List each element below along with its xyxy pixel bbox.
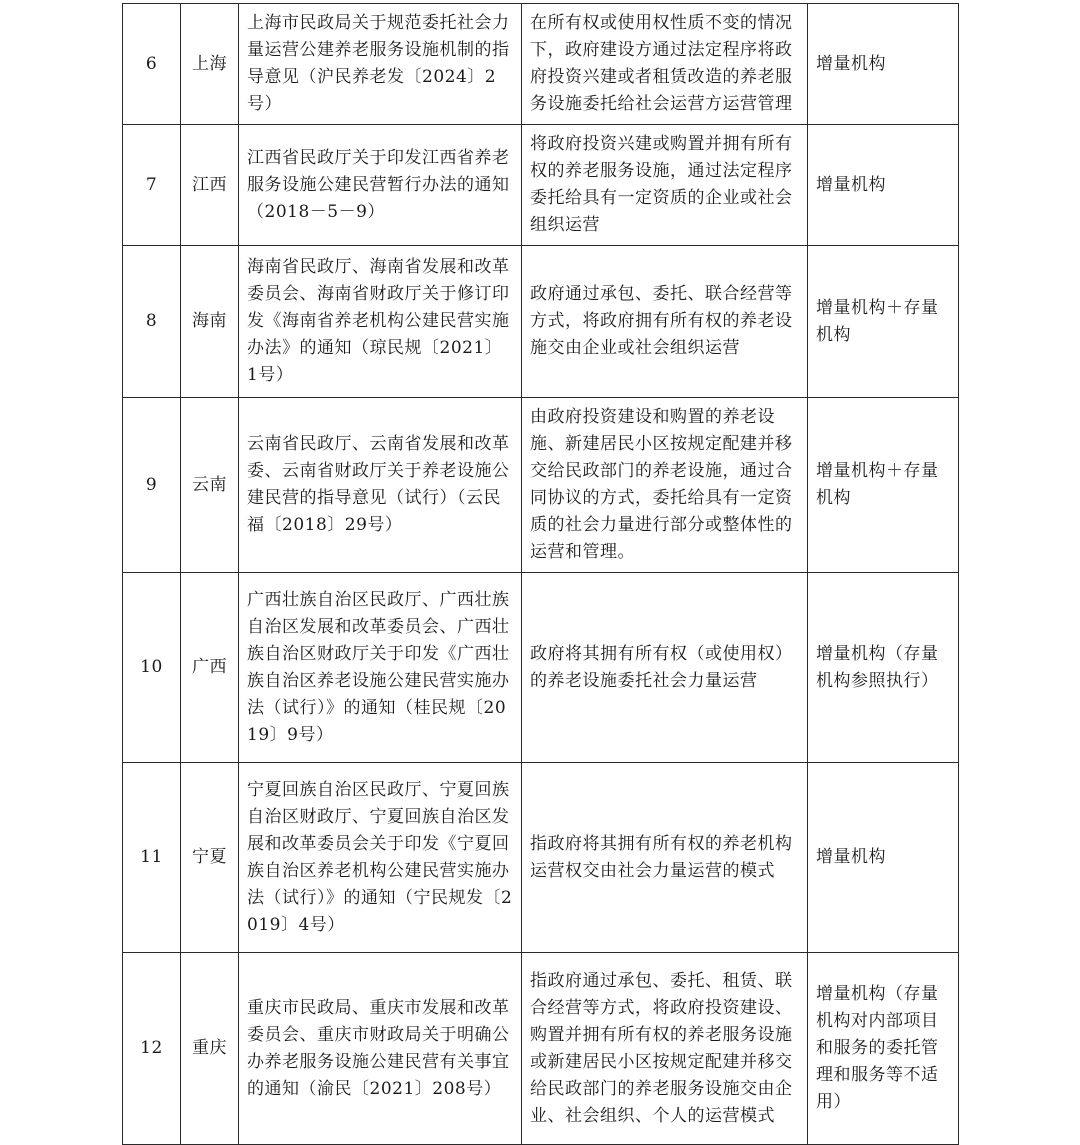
definition-cell: 将政府投资兴建或购置并拥有所有权的养老服务设施，通过法定程序委托给具有一定资质的企业或社会组织运营 — [522, 125, 808, 246]
scope-cell: 增量机构（存量机构对内部项目和服务的委托管理和服务等不适用） — [808, 953, 959, 1145]
province-cell: 云南 — [181, 398, 239, 573]
document-cell: 江西省民政厅关于印发江西省养老服务设施公建民营暂行办法的通知（2018－5－9） — [239, 125, 522, 246]
definition-cell: 在所有权或使用权性质不变的情况下，政府建设方通过法定程序将政府投资兴建或者租赁改造的养老服务设施委托给社会运营方运营管理 — [522, 4, 808, 125]
document-cell: 云南省民政厅、云南省发展和改革委、云南省财政厅关于养老设施公建民营的指导意见（试行）（云民福〔2018〕29号） — [239, 398, 522, 573]
province-cell: 江西 — [181, 125, 239, 246]
table-row — [123, 4, 959, 125]
table-row — [123, 246, 959, 398]
province-cell: 宁夏 — [181, 763, 239, 953]
table-row — [123, 763, 959, 953]
table-row — [123, 573, 959, 763]
province-cell: 上海 — [181, 4, 239, 125]
scope-cell: 增量机构（存量机构参照执行） — [808, 573, 959, 763]
definition-cell: 政府通过承包、委托、联合经营等方式，将政府拥有所有权的养老设施交由企业或社会组织运营 — [522, 246, 808, 398]
document-cell: 上海市民政局关于规范委托社会力量运营公建养老服务设施机制的指导意见（沪民养老发〔2024〕2号） — [239, 4, 522, 125]
row-number: 8 — [123, 246, 181, 398]
policy-table — [122, 3, 959, 1145]
scope-cell: 增量机构 — [808, 125, 959, 246]
definition-cell: 由政府投资建设和购置的养老设施、新建居民小区按规定配建并移交给民政部门的养老设施，通过合同协议的方式，委托给具有一定资质的社会力量进行部分或整体性的运营和管理。 — [522, 398, 808, 573]
scope-cell: 增量机构 — [808, 763, 959, 953]
scope-cell: 增量机构＋存量机构 — [808, 246, 959, 398]
scope-cell: 增量机构 — [808, 4, 959, 125]
row-number: 12 — [123, 953, 181, 1145]
table-row — [123, 953, 959, 1145]
definition-cell: 指政府通过承包、委托、租赁、联合经营等方式，将政府投资建设、购置并拥有所有权的养老服务设施或新建居民小区按规定配建并移交给民政部门的养老服务设施交由企业、社会组织、个人的运营模式 — [522, 953, 808, 1145]
row-number: 11 — [123, 763, 181, 953]
row-number: 6 — [123, 4, 181, 125]
province-cell: 广西 — [181, 573, 239, 763]
definition-cell: 指政府将其拥有所有权的养老机构运营权交由社会力量运营的模式 — [522, 763, 808, 953]
document-cell: 海南省民政厅、海南省发展和改革委员会、海南省财政厅关于修订印发《海南省养老机构公建民营实施办法》的通知（琼民规〔2021〕1号） — [239, 246, 522, 398]
document-cell: 广西壮族自治区民政厅、广西壮族自治区发展和改革委员会、广西壮族自治区财政厅关于印发《广西壮族自治区养老设施公建民营实施办法（试行）》的通知（桂民规〔2019〕9号） — [239, 573, 522, 763]
scope-cell: 增量机构＋存量机构 — [808, 398, 959, 573]
province-cell: 重庆 — [181, 953, 239, 1145]
table-row — [123, 125, 959, 246]
definition-cell: 政府将其拥有所有权（或使用权）的养老设施委托社会力量运营 — [522, 573, 808, 763]
document-cell: 重庆市民政局、重庆市发展和改革委员会、重庆市财政局关于明确公办养老服务设施公建民营有关事宜的通知（渝民〔2021〕208号） — [239, 953, 522, 1145]
row-number: 9 — [123, 398, 181, 573]
document-cell: 宁夏回族自治区民政厅、宁夏回族自治区财政厅、宁夏回族自治区发展和改革委员会关于印发《宁夏回族自治区养老机构公建民营实施办法（试行）》的通知（宁民规发〔2019〕4号） — [239, 763, 522, 953]
row-number: 7 — [123, 125, 181, 246]
province-cell: 海南 — [181, 246, 239, 398]
table-row — [123, 398, 959, 573]
row-number: 10 — [123, 573, 181, 763]
